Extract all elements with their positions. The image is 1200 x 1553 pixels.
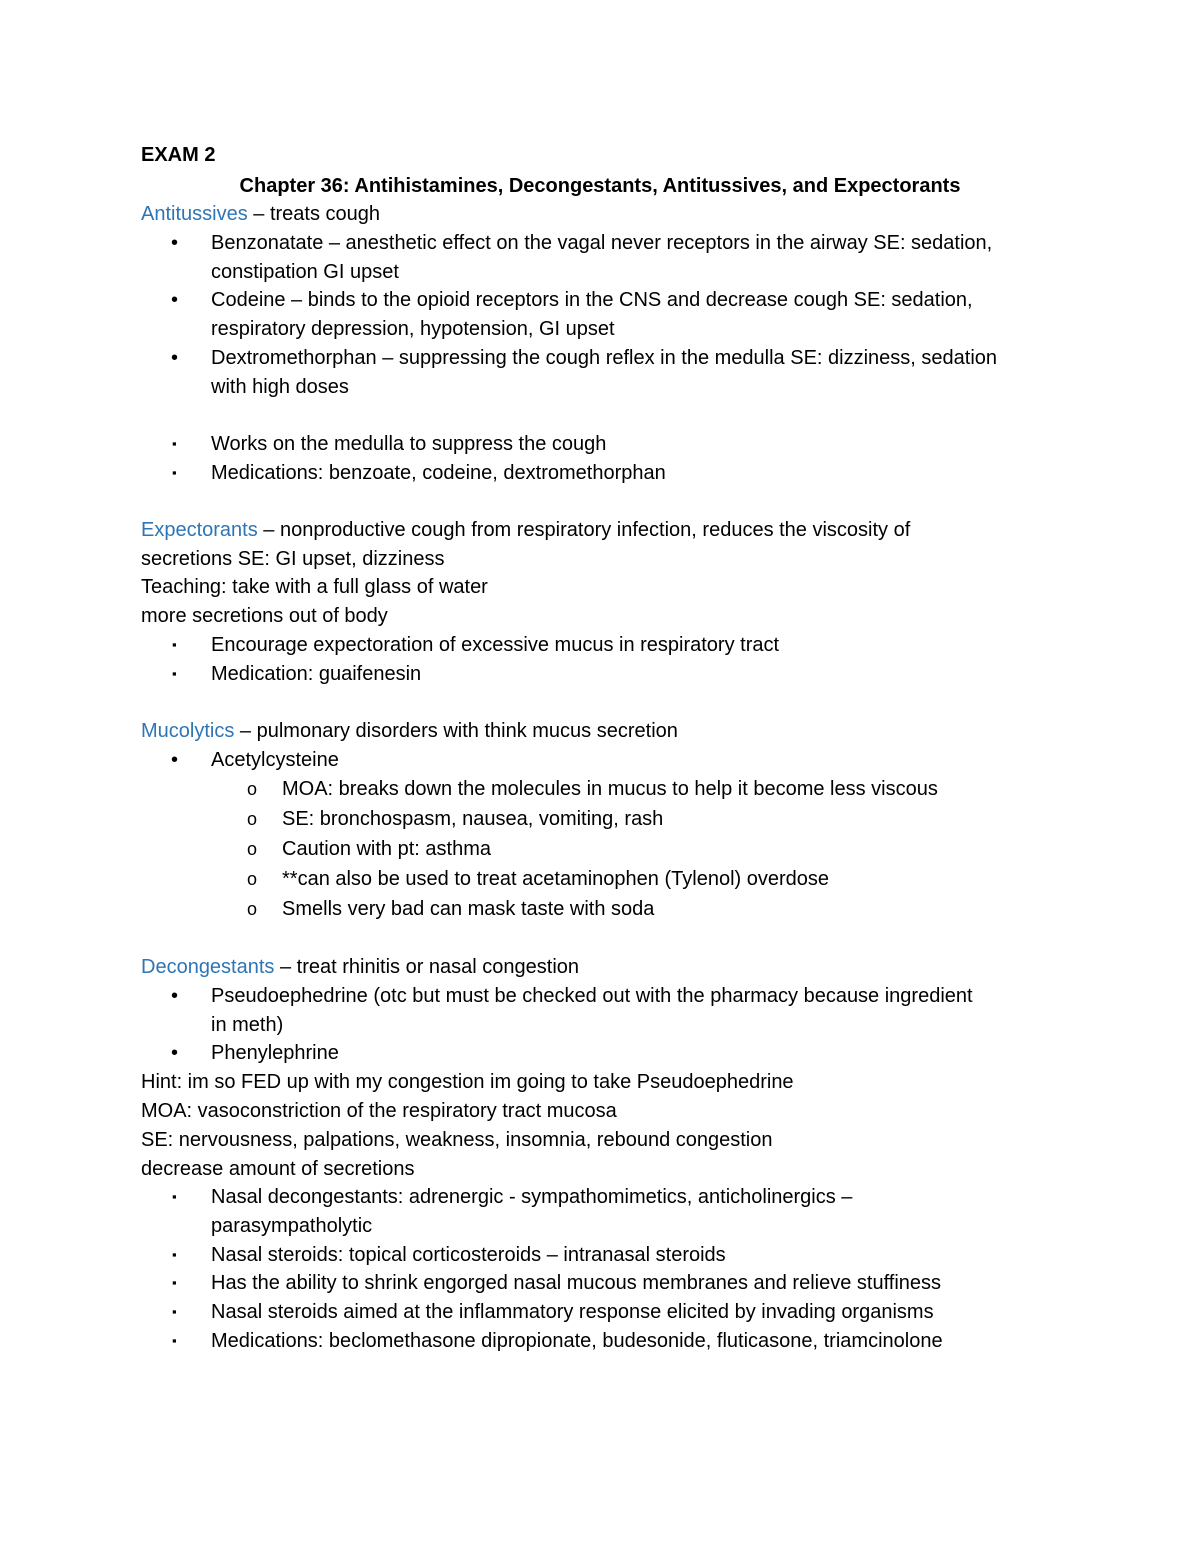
bullet-circle-icon: o: [247, 899, 258, 919]
list-item: Dextromethorphan – suppressing the cough reflex in the medulla SE: dizziness, sedation: [211, 347, 998, 369]
mucolytics-heading: Mucolytics: [141, 720, 235, 742]
expectorants-desc-cont: secretions SE: GI upset, dizziness: [141, 548, 445, 570]
list-item: Benzonatate – anesthetic effect on the vagal never receptors in the airway SE: sedation,: [211, 232, 993, 254]
bullet-square-icon: ▪: [172, 436, 177, 451]
list-item-cont: parasympatholytic: [211, 1215, 373, 1237]
list-item: Has the ability to shrink engorged nasal mucous membranes and relieve stuffiness: [211, 1272, 942, 1294]
list-item: Medications: beclomethasone dipropionate, budesonide, fluticasone, triamcinolone: [211, 1330, 943, 1352]
expectorants-desc: – nonproductive cough from respiratory infection, reduces the viscosity of: [257, 519, 911, 541]
bullet-dot-icon: •: [171, 232, 179, 254]
decongestants-heading: Decongestants: [141, 956, 275, 978]
bullet-square-icon: ▪: [172, 637, 177, 652]
list-item: Nasal decongestants: adrenergic - sympathomimetics, anticholinergics –: [211, 1186, 853, 1208]
list-item: Codeine – binds to the opioid receptors in the CNS and decrease cough SE: sedation,: [211, 289, 973, 311]
bullet-circle-icon: o: [247, 839, 258, 859]
sub-list-item: Smells very bad can mask taste with soda: [282, 898, 655, 920]
list-item: Acetylcysteine: [211, 749, 339, 771]
expectorants-more: more secretions out of body: [141, 605, 388, 627]
exam-title: EXAM 2: [141, 144, 216, 166]
bullet-square-icon: ▪: [172, 465, 177, 480]
bullet-square-icon: ▪: [172, 1275, 177, 1290]
bullet-square-icon: ▪: [172, 1247, 177, 1262]
list-item-cont: in meth): [211, 1014, 284, 1036]
bullet-circle-icon: o: [247, 869, 258, 889]
bullet-square-icon: ▪: [172, 666, 177, 681]
bullet-square-icon: ▪: [172, 1333, 177, 1348]
sub-list-item: **can also be used to treat acetaminophen (Tylenol) overdose: [282, 868, 830, 890]
bullet-dot-icon: •: [171, 347, 179, 369]
list-item-cont: respiratory depression, hypotension, GI upset: [211, 318, 615, 340]
decongestants-decrease: decrease amount of secretions: [141, 1158, 415, 1180]
bullet-dot-icon: •: [171, 289, 179, 311]
mucolytics-heading-line: [141, 719, 678, 743]
bullet-dot-icon: •: [171, 985, 179, 1007]
list-item: Pseudoephedrine (otc but must be checked out with the pharmacy because ingredient: [211, 985, 973, 1007]
list-item: Medications: benzoate, codeine, dextromethorphan: [211, 462, 666, 484]
sub-list-item: Caution with pt: asthma: [282, 838, 491, 860]
list-item: Encourage expectoration of excessive mucus in respiratory tract: [211, 634, 780, 656]
list-item-cont: constipation GI upset: [211, 261, 399, 283]
mucolytics-desc: – pulmonary disorders with think mucus secretion: [234, 720, 678, 742]
expectorants-heading: Expectorants: [141, 519, 258, 541]
decongestants-moa: MOA: vasoconstriction of the respiratory tract mucosa: [141, 1100, 617, 1122]
list-item: Medication: guaifenesin: [211, 663, 422, 685]
antitussives-heading-line: [141, 202, 380, 226]
antitussives-heading: Antitussives: [141, 203, 248, 225]
bullet-square-icon: ▪: [172, 1189, 177, 1204]
bullet-circle-icon: o: [247, 809, 258, 829]
sub-list-item: SE: bronchospasm, nausea, vomiting, rash: [282, 808, 664, 830]
list-item-cont: with high doses: [211, 376, 349, 398]
list-item: Nasal steroids aimed at the inflammatory response elicited by invading organisms: [211, 1301, 934, 1323]
bullet-dot-icon: •: [171, 749, 179, 771]
expectorants-heading-line: [141, 518, 910, 542]
list-item: Nasal steroids: topical corticosteroids – intranasal steroids: [211, 1244, 726, 1266]
list-item: Works on the medulla to suppress the cough: [211, 433, 607, 455]
bullet-circle-icon: o: [247, 779, 258, 799]
decongestants-se: SE: nervousness, palpations, weakness, insomnia, rebound congestion: [141, 1129, 773, 1151]
decongestants-hint: Hint: im so FED up with my congestion im going to take Pseudoephedrine: [141, 1071, 794, 1093]
decongestants-desc: – treat rhinitis or nasal congestion: [274, 956, 580, 978]
list-item: Phenylephrine: [211, 1042, 339, 1064]
sub-list-item: MOA: breaks down the molecules in mucus to help it become less viscous: [282, 778, 938, 800]
bullet-square-icon: ▪: [172, 1304, 177, 1319]
decongestants-heading-line: [141, 955, 579, 979]
chapter-title: Chapter 36: Antihistamines, Decongestants, Antitussives, and Expectorants: [239, 175, 961, 197]
antitussives-desc: – treats cough: [247, 203, 381, 225]
expectorants-teaching: Teaching: take with a full glass of water: [141, 576, 488, 598]
bullet-dot-icon: •: [171, 1042, 179, 1064]
